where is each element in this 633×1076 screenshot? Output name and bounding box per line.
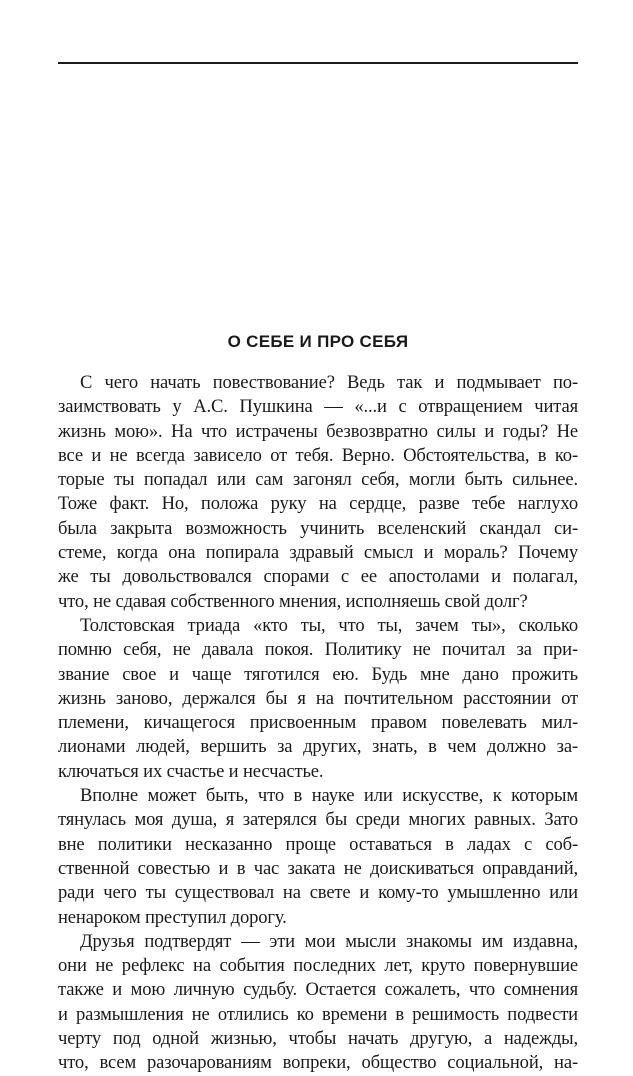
text-line: что, всем разочарованиям вопреки, общество социальной, на- — [58, 1052, 578, 1074]
text-line: стеме, когда она попирала здравый смысл и мораль? Почему — [58, 542, 578, 564]
text-line: Друзья подтвердят — эти мои мысли знакомы им издавна, — [80, 930, 578, 952]
text-line: звание свое и чаще тяготился ею. Будь мне дано прожить — [58, 663, 578, 685]
text-line: Толстовская триада «кто ты, что ты, зачем ты», сколько — [80, 614, 578, 636]
text-line: Тоже факт. Но, положа руку на сердце, разве тебе наглухо — [58, 493, 578, 515]
text-line: все и не всегда зависело от тебя. Верно. Обстоятельства, в ко- — [58, 444, 578, 466]
text-line: они не рефлекс на события последних лет, круто повернувшие — [58, 955, 578, 977]
text-line: С чего начать повествование? Ведь так и подмывает по- — [80, 372, 578, 393]
text-line: племени, кичащегося присвоенным правом повелевать мил- — [58, 712, 578, 734]
text-line: и размышления не отлились ко времени в решимость подвести — [58, 1003, 578, 1025]
text-line: ненароком преступил дорогу. — [58, 906, 287, 928]
text-line: ственной совестью и в час заката не доискиваться оправданий, — [58, 857, 578, 879]
text-line: жизнь мою». На что истрачены безвозвратно силы и годы? Не — [58, 420, 578, 442]
text-line: лионами людей, вершить за других, знать, в чем должно за- — [58, 736, 578, 758]
text-line: также и мою личную судьбу. Остается сожалеть, что сомнения — [58, 979, 578, 1001]
text-line: ради чего ты существовал на свете и кому-то умышленно или — [58, 882, 578, 904]
text-line: Вполне может быть, что в науке или искусстве, к которым — [80, 785, 578, 807]
body-text — [58, 371, 578, 1076]
text-line: была закрыта возможность учинить вселенский скандал си- — [58, 517, 578, 539]
text-line: жизнь заново, держался бы я на почтительном расстоянии от — [58, 687, 578, 709]
text-line: помню себя, не давала покоя. Политику не почитал за при- — [58, 639, 578, 661]
text-line: ключаться их счастье и несчастье. — [58, 760, 324, 782]
header-rule — [58, 62, 578, 64]
text-line: что, не сдавая собственного мнения, исполняешь свой долг? — [58, 590, 528, 612]
text-line: тянулась моя душа, я затерялся бы среди многих равных. Зато — [58, 809, 578, 831]
text-line: заимствовать у А.С. Пушкина — «...и с отвращением читая — [58, 396, 578, 418]
text-line: же ты довольствовался спорами с ее апостолами и полагал, — [58, 566, 578, 588]
text-line: торые ты попадал или сам загонял себя, могли быть сильнее. — [58, 469, 578, 491]
text-line: вне политики несказанно проще оставаться в ладах с соб- — [58, 833, 578, 855]
chapter-title: О СЕБЕ И ПРО СЕБЯ — [227, 332, 409, 351]
text-line: черту под одной жизнью, чтобы начать другую, а надежды, — [58, 1028, 578, 1050]
